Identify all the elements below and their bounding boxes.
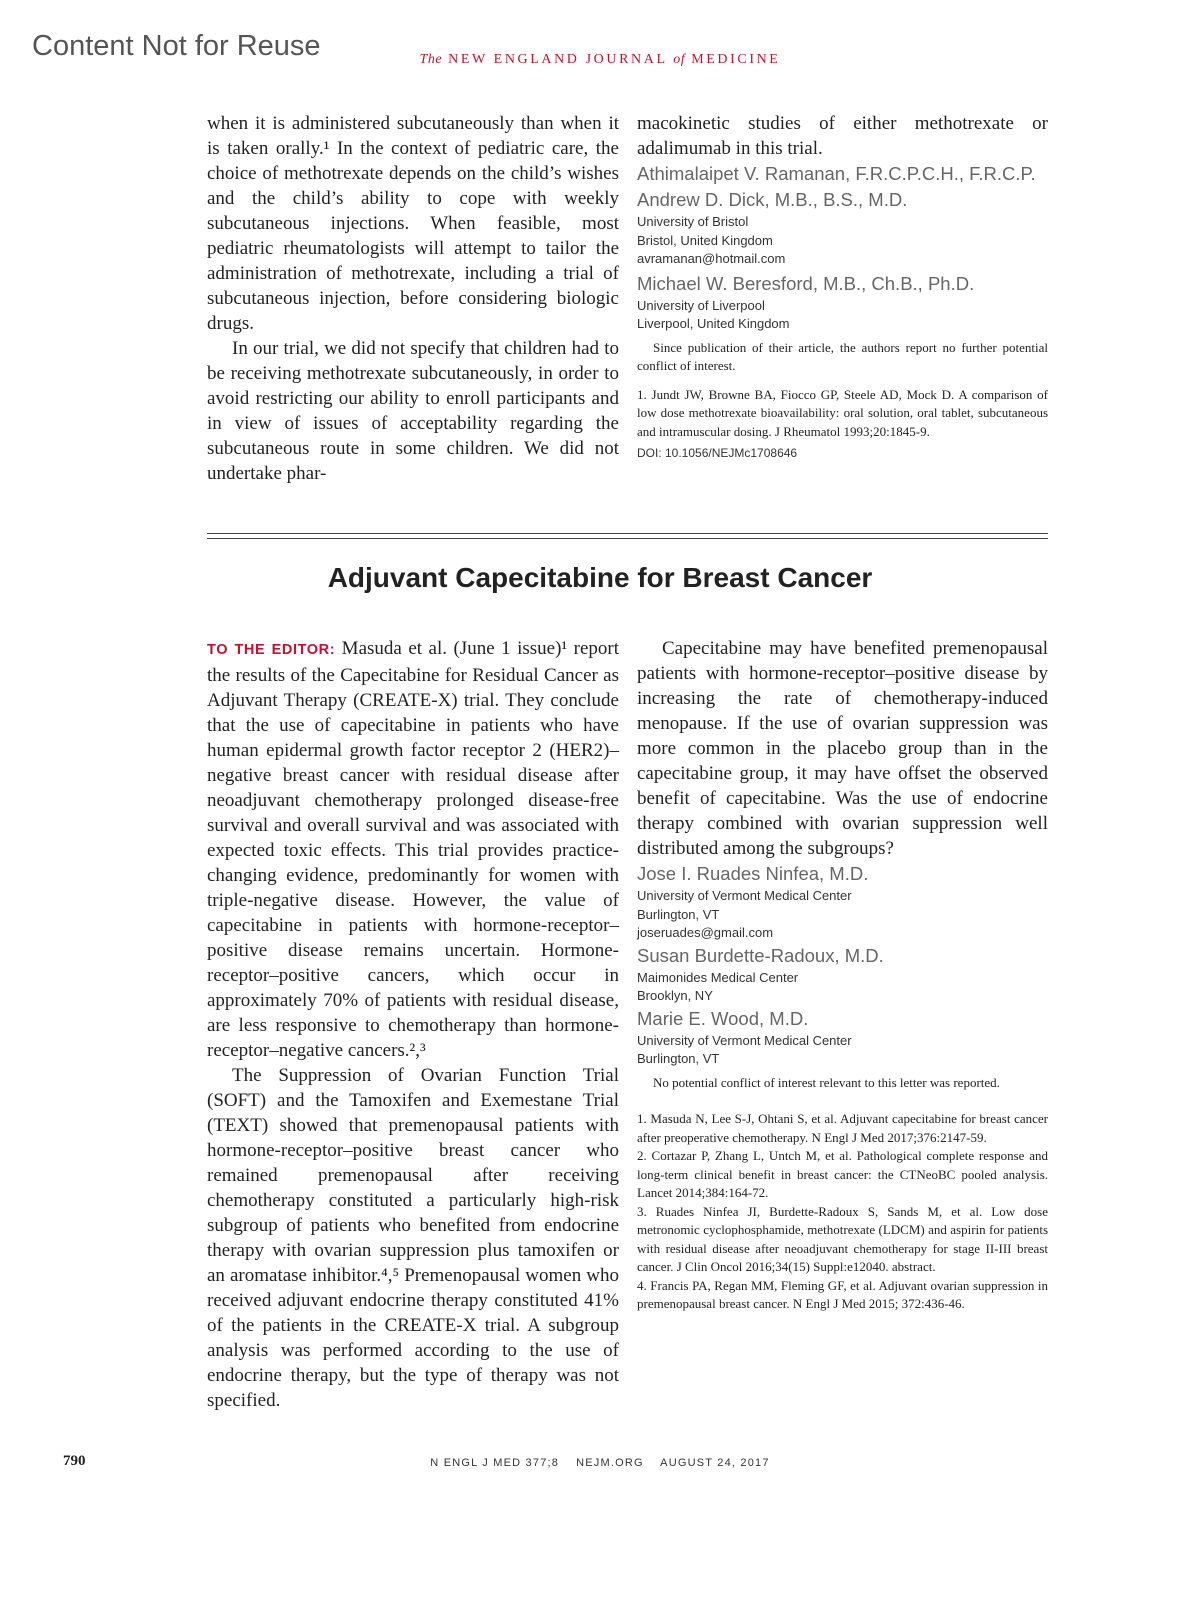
prev-letter-paragraph-3: macokinetic studies of either methotrexate or adalimumab in this trial. (637, 113, 1048, 159)
article-reference-2: 2. Cortazar P, Zhang L, Untch M, et al. Pathological complete response and long-term clinical benefit in breast cancer: the CTNeoBC pooled analysis. Lancet 2014;384:164-72. (637, 1148, 1048, 1200)
prev-letter-author-2: Andrew D. Dick, M.B., B.S., M.D. (637, 189, 908, 210)
prev-letter-author-3: Michael W. Beresford, M.B., Ch.B., Ph.D. (637, 272, 975, 294)
article-right-column (637, 636, 1048, 1314)
article-author-2: Susan Burdette-Radoux, M.D. (637, 944, 884, 966)
article-paragraph-1 (207, 636, 619, 1063)
prev-letter-references (637, 386, 1048, 442)
section-divider-bottom (207, 538, 1048, 539)
article-paragraph-2: The Suppression of Ovarian Function Trial (SOFT) and the Tamoxifen and Exemestane Trial (TEXT) showed that premenopausal patients with hormone-receptor–positive breast cancer who remained premenopausal after receiving chemotherapy constituted a particularly high-risk subgroup of patients who benefited from endocrine therapy with ovarian suppression plus tamoxifen or an aromatase inhibitor.⁴,⁵ Premenopausal women who received adjuvant endocrine therapy constituted 41% of the patients in the CREATE-X trial. A subgroup analysis was performed according to the use of endocrine therapy, but the type of therapy was not specified. (207, 1065, 619, 1411)
watermark: Content Not for Reuse (32, 30, 321, 62)
prev-letter-reference-1: 1. Jundt JW, Browne BA, Fiocco GP, Steele AD, Mock D. A comparison of low dose methotrexate bioavailability: oral solution, oral tablet, subcutaneous and intramuscular dosing. J Rheumatol 1993;20:1845-9. (637, 386, 1048, 439)
article-author-1: Jose I. Ruades Ninfea, M.D. (637, 863, 869, 884)
section-divider-top (207, 533, 1048, 534)
prev-letter-right-column (637, 111, 1048, 466)
article-affiliation-1-location: Burlington, VT (637, 906, 720, 922)
article-disclosure: No potential conflict of interest relevant to this letter was reported. (653, 1074, 1000, 1090)
article-affiliation-1-email[interactable]: joseruades@gmail.com (637, 925, 774, 940)
journal-header-of: of (673, 52, 686, 67)
prev-letter-affiliation-2-institution: University of Liverpool (637, 297, 765, 313)
footer-citation: N ENGL J MED 377;8 NEJM.ORG AUGUST 24, 2017 (430, 1457, 770, 1469)
article-title: Adjuvant Capecitabine for Breast Cancer (327, 562, 873, 593)
article-left-column (207, 636, 619, 1413)
prev-letter-paragraph-1: when it is administered subcutaneously than when it is taken orally.¹ In the context of pediatric care, the choice of methotrexate depends on the child’s wishes and the child’s ability to cope with weekly subcutaneous injections. When feasible, most pediatric rheumatologists will attempt to tailor the administration of methotrexate, including a trial of subcutaneous injection, before considering biologic drugs. (207, 113, 619, 334)
journal-header (0, 52, 1200, 68)
journal-header-the: The (419, 52, 443, 67)
to-the-editor-label: TO THE EDITOR: (207, 642, 336, 658)
journal-header-name1: NEW ENGLAND JOURNAL (448, 52, 668, 67)
article-paragraph-3: Capecitabine may have benefited premenopausal patients with hormone-receptor–positive disease by increasing the rate of chemotherapy-induced menopause. If the use of ovarian suppression was more common in the placebo group than in the capecitabine group, it may have offset the observed benefit of capecitabine. Was the use of endocrine therapy combined with ovarian suppression well distributed among the subgroups? (637, 638, 1048, 859)
prev-letter-paragraph-2: In our trial, we did not specify that children had to be receiving methotrexate subcutaneously, in order to avoid restricting our ability to enroll participants and in view of issues of acceptability regarding the subcutaneous route in some children. We did not undertake phar- (207, 338, 619, 484)
prev-letter-affiliation-1-location: Bristol, United Kingdom (637, 232, 773, 248)
article-affiliation-2-institution: Maimonides Medical Center (637, 969, 799, 985)
article-references (637, 1110, 1048, 1314)
article-reference-1: 1. Masuda N, Lee S-J, Ohtani S, et al. Adjuvant capecitabine for breast cancer after preoperative chemotherapy. N Engl J Med 2017;376:2147-59. (637, 1111, 1048, 1145)
prev-letter-affiliation-2-location: Liverpool, United Kingdom (637, 316, 790, 331)
prev-letter-affiliation-1-institution: University of Bristol (637, 214, 749, 229)
article-affiliation-2-location: Brooklyn, NY (637, 988, 713, 1003)
prev-letter-author-1: Athimalaipet V. Ramanan, F.R.C.P.C.H., F.R.C.P. (637, 163, 1036, 184)
article-affiliation-3-institution: University of Vermont Medical Center (637, 1032, 852, 1048)
prev-letter-doi[interactable]: DOI: 10.1056/NEJMc1708646 (637, 446, 798, 460)
prev-letter-left-column (207, 111, 619, 486)
prev-letter-disclosure: Since publication of their article, the authors report no further potential conflict of interest. (637, 339, 1048, 373)
article-affiliation-1-institution: University of Vermont Medical Center (637, 888, 852, 903)
article-reference-3: 3. Ruades Ninfea JI, Burdette-Radoux S, Sands M, et al. Low dose metronomic cyclophosphamide, methotrexate (LDCM) and aspirin for patients with residual disease after neoadjuvant chemotherapy for stage II-III breast cancer. J Clin Oncol 2016;34(15) Suppl:e12040. abstract. (637, 1203, 1048, 1274)
page-number: 790 (63, 1453, 86, 1469)
journal-header-name2: MEDICINE (691, 52, 781, 67)
article-affiliation-3-location: Burlington, VT (637, 1051, 720, 1066)
prev-letter-affiliation-1-email[interactable]: avramanan@hotmail.com (637, 251, 786, 266)
article-author-3: Marie E. Wood, M.D. (637, 1007, 809, 1029)
article-paragraph-1-text: Masuda et al. (June 1 issue)¹ report the results of the Capecitabine for Residual Cancer as Adjuvant Therapy (CREATE-X) trial. They conclude that the use of capecitabine in patients who have human epidermal growth factor receptor 2 (HER2)–negative breast cancer with residual disease after neoadjuvant chemotherapy prolonged disease-free survival and overall survival and was associated with expected toxic effects. This trial provides practice-changing evidence, predominantly for women with triple-negative disease. However, the value of capecitabine in patients with hormone-receptor–positive disease remains uncertain. Hormone-receptor–positive cancers, which occur in approximately 70% of patients with residual disease, are less responsive to chemotherapy than hormone-receptor–negative cancers.²,³ (207, 638, 620, 1061)
article-reference-4: 4. Francis PA, Regan MM, Fleming GF, et al. Adjuvant ovarian suppression in premenopausal breast cancer. N Engl J Med 2015; 372:436-46. (637, 1277, 1048, 1311)
